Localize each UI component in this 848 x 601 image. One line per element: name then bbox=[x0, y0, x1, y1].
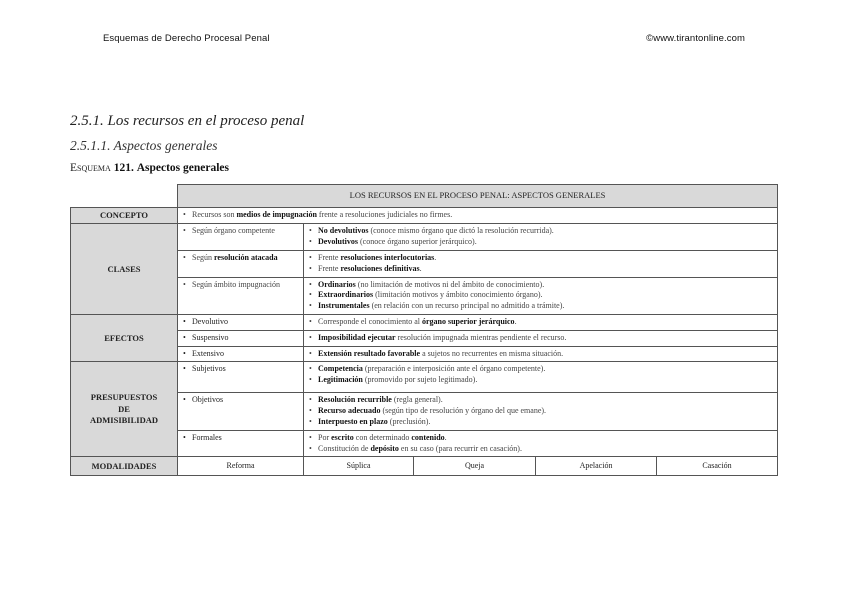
table-row bbox=[71, 430, 778, 457]
presupuestos-name-1: • Subjetivos bbox=[178, 362, 304, 393]
concepto-label: CONCEPTO bbox=[71, 208, 178, 224]
running-head-website: ©www.tirantonline.com bbox=[646, 33, 745, 44]
subsection-heading: 2.5.1.1. Aspectos generales bbox=[70, 138, 218, 153]
modalidad-queja: Queja bbox=[414, 457, 536, 476]
modalidad-suplica: Súplica bbox=[304, 457, 414, 476]
table-row bbox=[71, 277, 778, 314]
efectos-detail-2: • Imposibilidad ejecutar resolución impugnada mientras pendiente el recurso. bbox=[304, 330, 778, 346]
clases-criterion-1: • Según órgano competente bbox=[178, 224, 304, 251]
efectos-detail-3: • Extensión resultado favorable a sujetos no recurrentes en misma situación. bbox=[304, 346, 778, 362]
efectos-name-2: • Suspensivo bbox=[178, 330, 304, 346]
modalidad-casacion: Casación bbox=[657, 457, 778, 476]
caption-prefix: Esquema bbox=[70, 162, 111, 174]
modalidades-label: MODALIDADES bbox=[71, 457, 178, 476]
table-row bbox=[71, 208, 778, 224]
section-heading: 2.5.1. Los recursos en el proceso penal bbox=[70, 113, 305, 129]
caption-title: Aspectos generales bbox=[136, 162, 229, 174]
efectos-label: EFECTOS bbox=[71, 315, 178, 362]
clases-label: CLASES bbox=[71, 224, 178, 315]
scheme-caption bbox=[70, 162, 229, 174]
presupuestos-name-3: • Formales bbox=[178, 430, 304, 457]
concepto-text: • Recursos son medios de impugnación frente a resoluciones judiciales no firmes. bbox=[178, 208, 778, 224]
running-head bbox=[103, 33, 745, 44]
table-row bbox=[71, 330, 778, 346]
caption-number: 121. bbox=[113, 162, 134, 174]
clases-criterion-3: • Según ámbito impugnación bbox=[178, 277, 304, 314]
efectos-name-1: • Devolutivo bbox=[178, 315, 304, 331]
running-head-title: Esquemas de Derecho Procesal Penal bbox=[103, 33, 270, 44]
scheme-table bbox=[70, 184, 778, 476]
clases-detail-2: • Frente resoluciones interlocutorias. • Frente resoluciones definitivas. bbox=[304, 251, 778, 278]
table-header-row bbox=[71, 185, 778, 208]
clases-detail-3: • Ordinarios (no limitación de motivos ni del ámbito de conocimiento). • Extraordinarios (limitación motivos y ámbito conocimiento órgano). • Instrumentales (en relación con un recurso principal no admitido a trámite). bbox=[304, 277, 778, 314]
efectos-detail-1: • Corresponde el conocimiento al órgano superior jerárquico. bbox=[304, 315, 778, 331]
table-row bbox=[71, 315, 778, 331]
modalidad-apelacion: Apelación bbox=[536, 457, 657, 476]
table-header: LOS RECURSOS EN EL PROCESO PENAL: ASPECTOS GENERALES bbox=[178, 185, 778, 208]
table-row bbox=[71, 393, 778, 430]
efectos-name-3: • Extensivo bbox=[178, 346, 304, 362]
table-row bbox=[71, 362, 778, 393]
presupuestos-detail-2: • Resolución recurrible (regla general). • Recurso adecuado (según tipo de resolución y órgano del que emane). • Interpuesto en plazo (preclusión). bbox=[304, 393, 778, 430]
presupuestos-detail-3: • Por escrito con determinado contenido. • Constitución de depósito en su caso (para recurrir en casación). bbox=[304, 430, 778, 457]
clases-criterion-2: • Según resolución atacada bbox=[178, 251, 304, 278]
table-row bbox=[71, 224, 778, 251]
presupuestos-detail-1: • Competencia (preparación e interposición ante el órgano competente). • Legitimación (promovido por sujeto legitimado). bbox=[304, 362, 778, 393]
table-row bbox=[71, 457, 778, 476]
presupuestos-name-2: • Objetivos bbox=[178, 393, 304, 430]
modalidad-reforma: Reforma bbox=[178, 457, 304, 476]
clases-detail-1: • No devolutivos (conoce mismo órgano que dictó la resolución recurrida). • Devolutivos (conoce órgano superior jerárquico). bbox=[304, 224, 778, 251]
table-row bbox=[71, 251, 778, 278]
presupuestos-label: PRESUPUESTOS DE ADMISIBILIDAD bbox=[71, 362, 178, 457]
table-row bbox=[71, 346, 778, 362]
